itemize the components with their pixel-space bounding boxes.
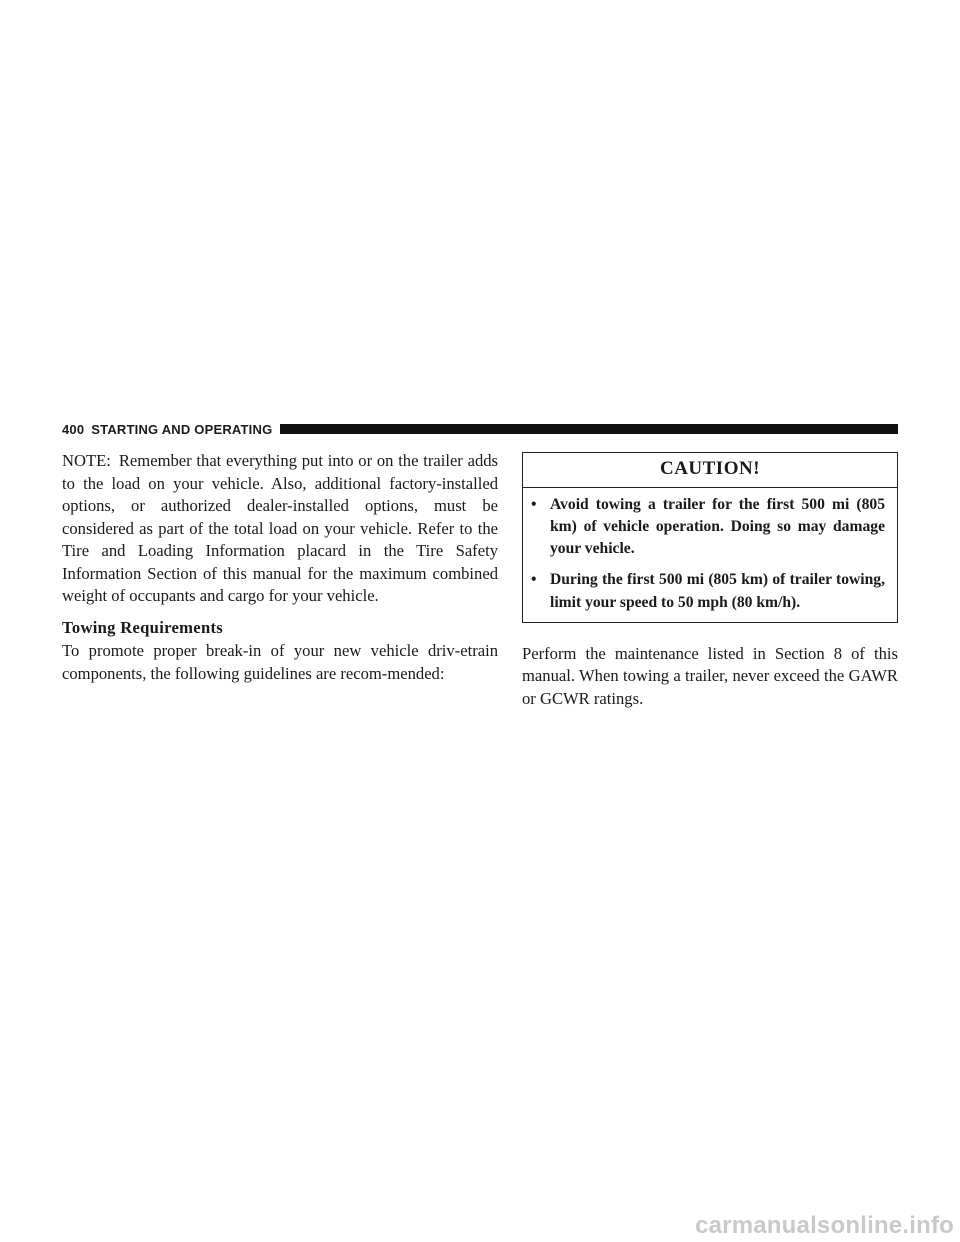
note-label: NOTE: [62, 451, 111, 470]
caution-title: CAUTION! [523, 453, 897, 488]
caution-item-text: During the first 500 mi (805 km) of trailer towing, limit your speed to 50 mph (80 km/h). [550, 571, 885, 611]
caution-item [529, 569, 885, 614]
header-rule [280, 424, 898, 434]
left-column [62, 450, 498, 685]
note-text: Remember that everything put into or on the trailer adds to the load on your vehicle. Also, additional factory-installed options, or authorized dealer-installed options, must be considered as part of the total load on your vehicle. Refer to the Tire and Loading Information placard in the Tire Safety Information Section of this manual for the maximum combined weight of occupants and cargo for your vehicle. [62, 451, 498, 605]
towing-requirements-heading: Towing Requirements [62, 617, 224, 637]
bullet-icon: • [531, 495, 537, 513]
maintenance-paragraph: Perform the maintenance listed in Section 8 of this manual. When towing a trailer, never exceed the GAWR or GCWR ratings. [522, 643, 898, 708]
towing-requirements-paragraph: To promote proper break-in of your new vehicle driv-etrain components, the following guidelines are recom-mended: [62, 641, 498, 683]
page-header [62, 420, 898, 438]
caution-item-text: Avoid towing a trailer for the first 500 mi (805 km) of vehicle operation. Doing so may damage your vehicle. [550, 495, 885, 558]
note-paragraph [62, 450, 498, 608]
caution-box [522, 452, 898, 623]
right-column [522, 452, 898, 710]
watermark: carmanualsonline.info [695, 1212, 954, 1239]
page-number: 400 [62, 421, 85, 437]
caution-list [523, 488, 897, 622]
caution-item [529, 494, 885, 561]
section-title: STARTING AND OPERATING [91, 421, 273, 437]
bullet-icon: • [531, 571, 537, 589]
